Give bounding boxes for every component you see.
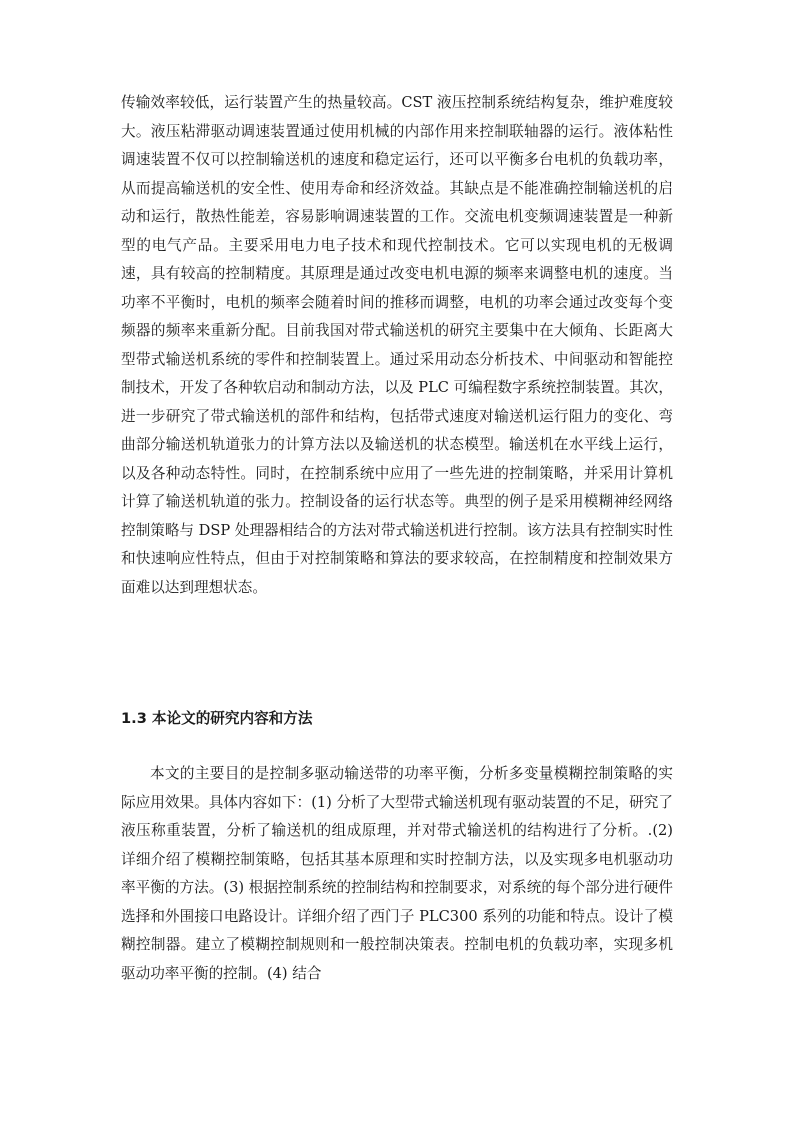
body-paragraph: 本文的主要目的是控制多驱动输送带的功率平衡，分析多变量模糊控制策略的实际应用效果。具体内容如下：(1) 分析了大型带式输送机现有驱动装置的不足，研究了液压称重装置，分析了输送机的组成原理，并对带式输送机的结构进行了分析。.(2) 详细介绍了模糊控制策略，包括其基本原理和实时控制方法，以及实现多电机驱动功率平衡的方法。(3) 根据控制系统的控制结构和控制要求，对系统的每个部分进行硬件选择和外围接口电路设计。详细介绍了西门子 PLC300 系列的功能和特点。设计了模糊控制器。建立了模糊控制规则和一般控制决策表。控制电机的负载功率，实现多机驱动功率平衡的控制。(4) 结合 [121, 765, 673, 982]
body-paragraph: 传输效率较低，运行装置产生的热量较高。CST 液压控制系统结构复杂，维护难度较大。液压粘滞驱动调速装置通过使用机械的内部作用来控制联轴器的运行。液体粘性调速装置不仅可以控制输送机的速度和稳定运行，还可以平衡多台电机的负载功率，从而提高输送机的安全性、使用寿命和经济效益。其缺点是不能准确控制输送机的启动和运行，散热性能差，容易影响调速装置的工作。交流电机变频调速装置是一种新型的电气产品。主要采用电力电子技术和现代控制技术。它可以实现电机的无极调速，具有较高的控制精度。其原理是通过改变电机电源的频率来调整电机的速度。当功率不平衡时，电机的频率会随着时间的推移而调整，电机的功率会通过改变每个变频器的频率来重新分配。目前我国对带式输送机的研究主要集中在大倾角、长距离大型带式输送机系统的零件和控制装置上。通过采用动态分析技术、中间驱动和智能控制技术，开发了各种软启动和制动方法，以及 PLC 可编程数字系统控制装置。其次，进一步研究了带式输送机的部件和结构，包括带式速度对输送机运行阻力的变化、弯曲部分输送机轨道张力的计算方法以及输送机的状态模型。输送机在水平线上运行，以及各种动态特性。同时，在控制系统中应用了一些先进的控制策略，并采用计算机计算了输送机轨道的张力。控制设备的运行状态等。典型的例子是采用模糊神经网络控制策略与 DSP 处理器相结合的方法对带式输送机进行控制。该方法具有控制实时性和快速响应性特点，但由于对控制策略和算法的要求较高，在控制精度和控制效果方面难以达到理想状态。 [121, 94, 673, 596]
section-heading: 1.3 本论文的研究内容和方法 [121, 710, 313, 727]
